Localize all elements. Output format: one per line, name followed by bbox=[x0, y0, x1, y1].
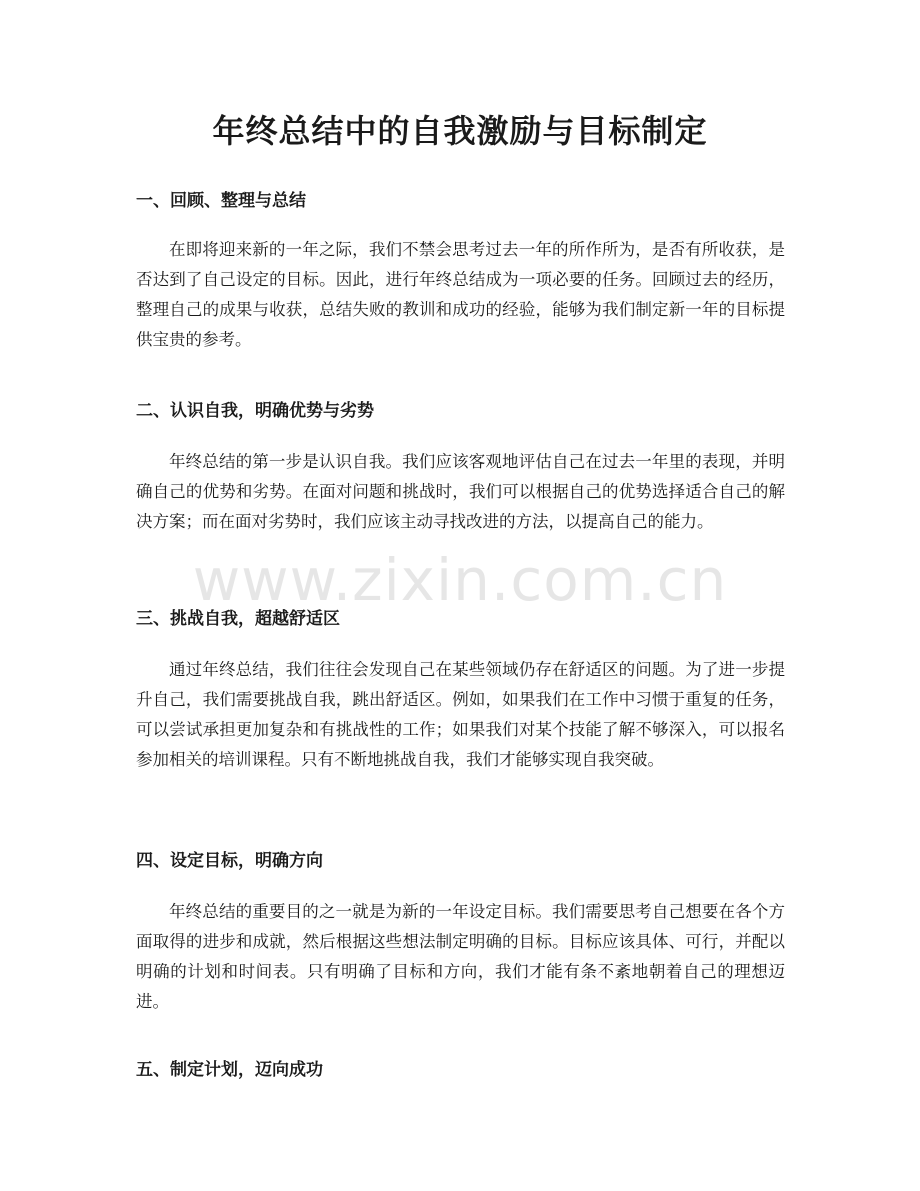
section-heading-3: 三、挑战自我，超越舒适区 bbox=[136, 609, 340, 629]
section-heading-2: 二、认识自我，明确优势与劣势 bbox=[136, 401, 374, 421]
section-heading-4: 四、设定目标，明确方向 bbox=[136, 851, 323, 871]
watermark: www.zixin.com.cn bbox=[192, 546, 728, 614]
section-paragraph-4: 年终总结的重要目的之一就是为新的一年设定目标。我们需要思考自己想要在各个方面取得的进步和成就，然后根据这些想法制定明确的目标。目标应该具体、可行，并配以明确的计划和时间表。只有明确了目标和方向，我们才能有条不紊地朝着自己的理想迈进。 bbox=[136, 902, 785, 1011]
section-paragraph-1: 在即将迎来新的一年之际，我们不禁会思考过去一年的所作所为，是否有所收获，是否达到了自己设定的目标。因此，进行年终总结成为一项必要的任务。回顾过去的经历，整理自己的成果与收获，总结失败的教训和成功的经验，能够为我们制定新一年的目标提供宝贵的参考。 bbox=[136, 240, 785, 349]
section-heading-5: 五、制定计划，迈向成功 bbox=[136, 1060, 323, 1080]
section-paragraph-3: 通过年终总结，我们往往会发现自己在某些领域仍存在舒适区的问题。为了进一步提升自己，我们需要挑战自我，跳出舒适区。例如，如果我们在工作中习惯于重复的任务，可以尝试承担更加复杂和有挑战性的工作；如果我们对某个技能了解不够深入，可以报名参加相关的培训课程。只有不断地挑战自我，我们才能够实现自我突破。 bbox=[136, 660, 785, 769]
section-heading-1: 一、回顾、整理与总结 bbox=[136, 191, 306, 211]
page-title: 年终总结中的自我激励与目标制定 bbox=[212, 112, 708, 150]
section-paragraph-2: 年终总结的第一步是认识自我。我们应该客观地评估自己在过去一年里的表现，并明确自己的优势和劣势。在面对问题和挑战时，我们可以根据自己的优势选择适合自己的解决方案；而在面对劣势时，我们应该主动寻找改进的方法，以提高自己的能力。 bbox=[136, 452, 785, 531]
